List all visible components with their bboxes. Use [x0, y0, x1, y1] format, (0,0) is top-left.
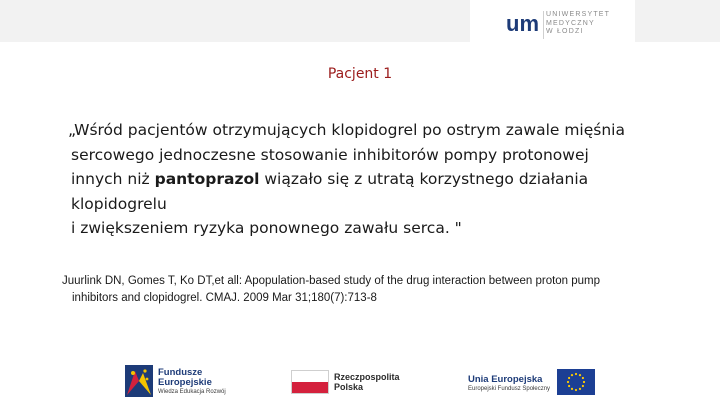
quote-line-3-start: innych niż: [71, 170, 155, 188]
fundusze-europejskie-logo: [158, 368, 226, 397]
university-name-line-3: W ŁODZI: [546, 28, 584, 36]
university-name-line-2: MEDYCZNY: [546, 19, 595, 27]
quote-line-4: klopidogrelu: [71, 194, 167, 213]
citation-line-1: Juurlink DN, Gomes T, Ko DT,et all: Apopulation-based study of the drug interaction between proton pump: [62, 275, 601, 287]
quote-line-5: i zwiększeniem ryzyka ponownego zawału serca. ": [71, 219, 462, 237]
polish-flag-icon: [291, 370, 329, 394]
university-name-line-1: UNIWERSYTET: [546, 11, 611, 18]
rp-line-1: Rzeczpospolita: [334, 372, 400, 382]
slide-title: Pacjent 1: [327, 66, 393, 82]
um-logo-text: um: [506, 12, 539, 36]
ue-line-2: Europejski Fundusz Społeczny: [468, 386, 551, 392]
university-name: [546, 11, 610, 37]
ue-line-1: Unia Europejska: [468, 374, 543, 385]
unia-europejska-logo: [468, 374, 550, 394]
fe-line-1: Fundusze: [158, 367, 203, 378]
citation: [62, 273, 702, 307]
citation-line-2: inhibitors and clopidogrel. CMAJ. 2009 Mar 31;180(7):713-8: [72, 292, 377, 304]
fe-line-2: Europejskie: [158, 377, 212, 388]
fe-line-3: Wiedza Edukacja Rozwój: [158, 389, 226, 395]
rp-line-2: Polska: [334, 382, 364, 392]
logo-divider: [543, 11, 544, 39]
quote-line-1: „Wśród pacjentów otrzymujących klopidogrel po ostrym zawale mięśnia: [68, 121, 625, 139]
eu-flag-icon: [557, 369, 595, 395]
quote-line-3: [71, 167, 668, 192]
drug-name-highlight: pantoprazol: [154, 170, 260, 188]
rzeczpospolita-polska-logo: [334, 372, 400, 392]
quote-text: [68, 118, 668, 241]
quote-line-2: sercowego jednoczesne stosowanie inhibitorów pompy protonowej: [71, 145, 589, 164]
fundusze-europejskie-icon: [125, 365, 153, 397]
um-logo-icon: [505, 12, 543, 36]
quote-line-3-end: wiązało się z utratą korzystnego działania: [259, 170, 589, 188]
